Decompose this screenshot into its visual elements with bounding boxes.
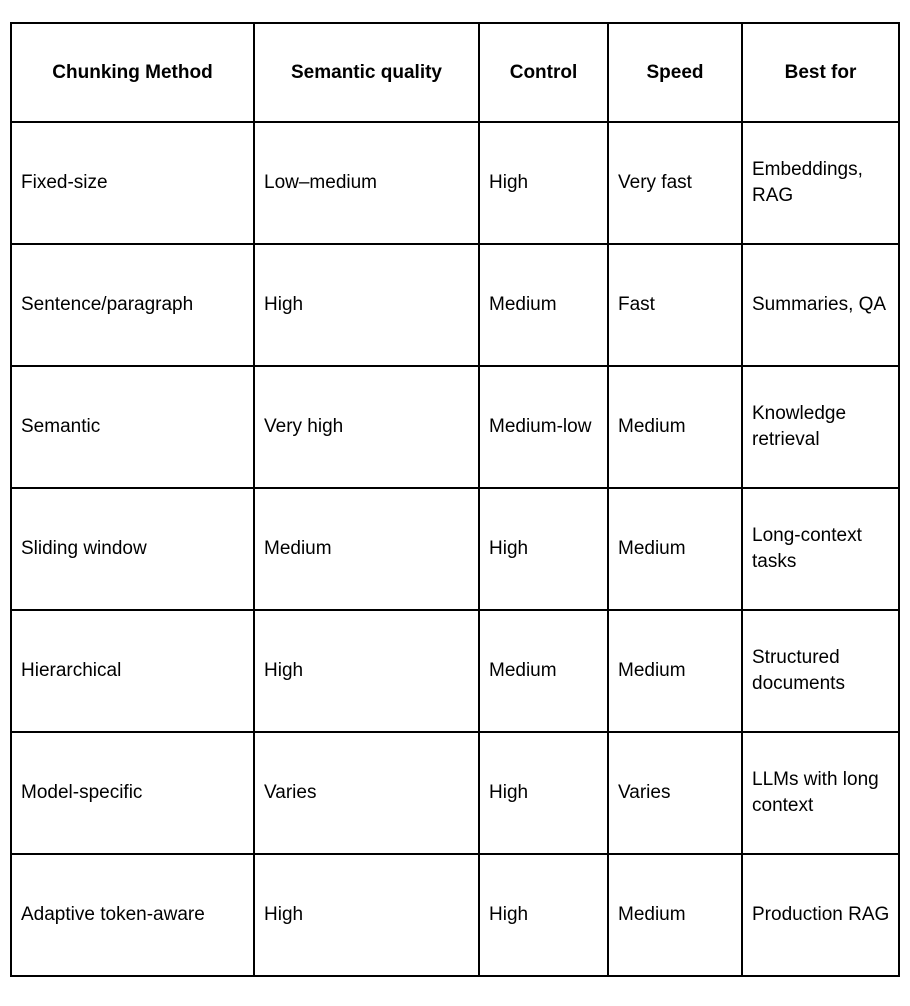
cell-method: Adaptive token-aware <box>11 854 254 976</box>
cell-speed: Very fast <box>608 122 742 244</box>
cell-semantic-quality: Low–medium <box>254 122 479 244</box>
table-row <box>11 854 899 976</box>
cell-speed: Medium <box>608 366 742 488</box>
cell-control: High <box>479 122 608 244</box>
header-best-for: Best for <box>742 23 899 122</box>
cell-control: Medium <box>479 244 608 366</box>
table-row <box>11 122 899 244</box>
cell-best-for: Summaries, QA <box>742 244 899 366</box>
header-chunking-method: Chunking Method <box>11 23 254 122</box>
cell-control: High <box>479 854 608 976</box>
cell-speed: Medium <box>608 488 742 610</box>
table-header-row <box>11 23 899 122</box>
cell-method: Sliding window <box>11 488 254 610</box>
table-row <box>11 366 899 488</box>
cell-speed: Medium <box>608 610 742 732</box>
cell-best-for: Embeddings, RAG <box>742 122 899 244</box>
cell-best-for: Production RAG <box>742 854 899 976</box>
cell-best-for: Knowledge retrieval <box>742 366 899 488</box>
cell-semantic-quality: Varies <box>254 732 479 854</box>
cell-speed: Varies <box>608 732 742 854</box>
cell-speed: Medium <box>608 854 742 976</box>
table-row <box>11 244 899 366</box>
header-semantic-quality: Semantic quality <box>254 23 479 122</box>
table-row <box>11 488 899 610</box>
chunking-methods-table <box>10 22 900 977</box>
table-row <box>11 732 899 854</box>
cell-method: Fixed-size <box>11 122 254 244</box>
cell-best-for: Structured documents <box>742 610 899 732</box>
cell-semantic-quality: High <box>254 854 479 976</box>
cell-method: Sentence/paragraph <box>11 244 254 366</box>
cell-control: High <box>479 732 608 854</box>
cell-speed: Fast <box>608 244 742 366</box>
cell-semantic-quality: High <box>254 610 479 732</box>
table-row <box>11 610 899 732</box>
header-control: Control <box>479 23 608 122</box>
cell-semantic-quality: Medium <box>254 488 479 610</box>
cell-method: Semantic <box>11 366 254 488</box>
cell-semantic-quality: High <box>254 244 479 366</box>
cell-method: Hierarchical <box>11 610 254 732</box>
header-speed: Speed <box>608 23 742 122</box>
cell-best-for: Long-context tasks <box>742 488 899 610</box>
cell-best-for: LLMs with long context <box>742 732 899 854</box>
cell-method: Model-specific <box>11 732 254 854</box>
cell-control: High <box>479 488 608 610</box>
cell-control: Medium <box>479 610 608 732</box>
cell-semantic-quality: Very high <box>254 366 479 488</box>
cell-control: Medium-low <box>479 366 608 488</box>
